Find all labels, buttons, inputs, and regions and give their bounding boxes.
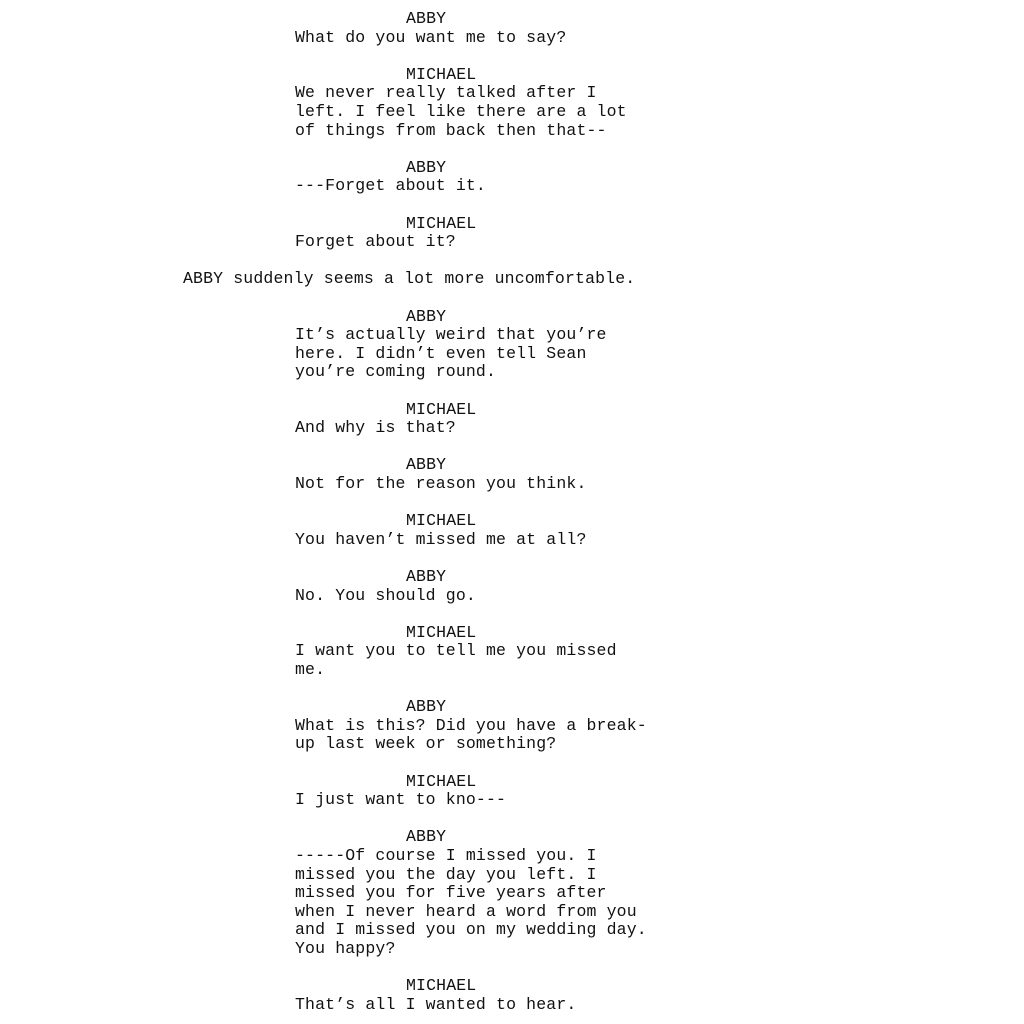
dialogue-line: No. You should go. — [295, 585, 476, 605]
dialogue-line: up last week or something? — [295, 734, 557, 754]
dialogue-line: missed you the day you left. I — [295, 864, 597, 884]
dialogue-line: you’re coming round. — [295, 362, 497, 382]
character-cue: ABBY — [406, 455, 447, 475]
dialogue-line: missed you for five years after — [295, 883, 607, 903]
dialogue-line: here. I didn’t even tell Sean — [295, 343, 587, 363]
character-cue: ABBY — [406, 157, 447, 177]
character-cue: ABBY — [406, 9, 447, 28]
character-cue: MICHAEL — [406, 511, 477, 531]
dialogue-line: I just want to kno--- — [295, 790, 507, 810]
dialogue-line: You haven’t missed me at all? — [295, 529, 587, 549]
dialogue-line: What is this? Did you have a break- — [295, 715, 647, 735]
character-cue: MICHAEL — [406, 64, 477, 84]
dialogue-line: me. — [295, 660, 326, 679]
character-cue: ABBY — [406, 567, 447, 586]
character-cue: MICHAEL — [406, 771, 477, 791]
character-cue: MICHAEL — [406, 622, 477, 642]
dialogue-line: of things from back then that-- — [295, 120, 607, 140]
character-cue: MICHAEL — [406, 399, 477, 419]
dialogue-line: That’s all I wanted to hear. — [295, 994, 577, 1014]
action-line: ABBY suddenly seems a lot more uncomfortable. — [183, 269, 636, 289]
dialogue-line: -----Of course I missed you. I — [295, 846, 597, 865]
dialogue-line: And why is that? — [295, 418, 456, 438]
character-cue: ABBY — [406, 827, 447, 847]
dialogue-line: ---Forget about it. — [295, 176, 486, 196]
character-cue: MICHAEL — [406, 213, 477, 233]
dialogue-line: Forget about it? — [295, 232, 456, 252]
character-cue: ABBY — [406, 697, 447, 717]
dialogue-line: and I missed you on my wedding day. — [295, 920, 647, 940]
dialogue-line: left. I feel like there are a lot — [295, 102, 627, 121]
dialogue-line: You happy? — [295, 939, 396, 958]
dialogue-line: It’s actually weird that you’re — [295, 325, 607, 345]
dialogue-line: Not for the reason you think. — [295, 474, 587, 493]
dialogue-line: We never really talked after I — [295, 83, 597, 103]
character-cue: ABBY — [406, 306, 447, 326]
dialogue-line: I want you to tell me you missed — [295, 641, 617, 661]
dialogue-line: when I never heard a word from you — [295, 901, 637, 921]
dialogue-line: What do you want me to say? — [295, 27, 567, 47]
character-cue: MICHAEL — [406, 976, 477, 996]
